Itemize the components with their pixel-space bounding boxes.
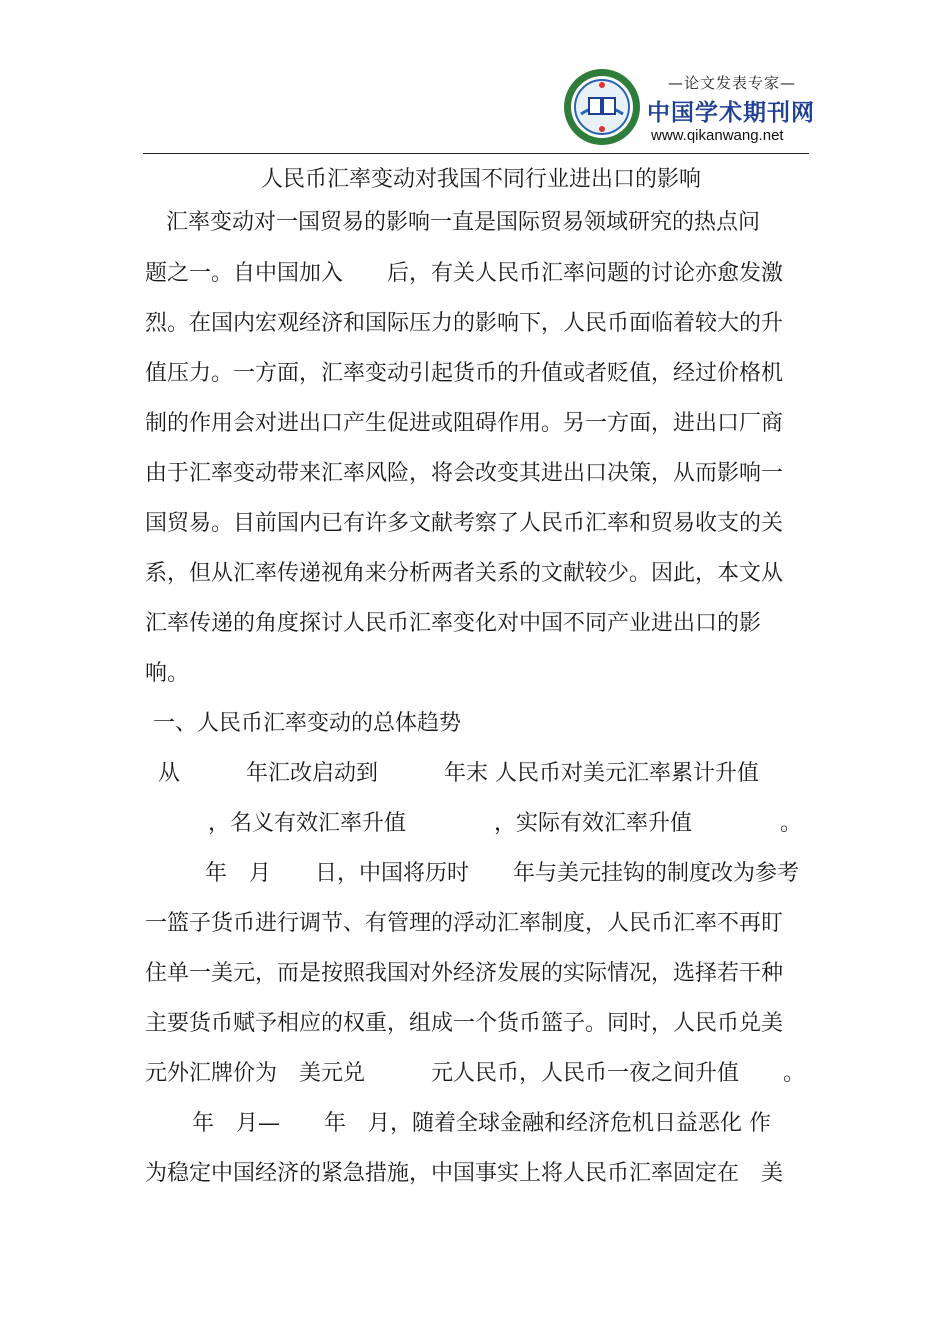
text-line: 系，但从汇率传递视角来分析两者关系的文献较少。因此，本文从 (145, 561, 784, 586)
text-line: 为稳定中国经济的紧急措施，中国事实上将人民币汇率固定在 美 (145, 1161, 784, 1186)
logo-brand: 中国学术期刊网 (647, 100, 815, 126)
text-line: 题之一。自中国加入 后，有关人民币汇率问题的讨论亦愈发激 (145, 261, 784, 286)
text-line: 制的作用会对进出口产生促进或阻碍作用。另一方面，进出口厂商 (145, 411, 784, 436)
text-line: 由于汇率变动带来汇率风险，将会改变其进出口决策，从而影响一 (145, 461, 784, 486)
text-line: 响。 (145, 661, 190, 686)
text-line: 年 月 日，中国将历时 年与美元挂钩的制度改为参考 (205, 861, 800, 886)
seal-icon (563, 68, 641, 146)
text-line: ，名义有效汇率升值 ，实际有效汇率升值 。 (208, 811, 803, 836)
text-line: 主要货币赋予相应的权重，组成一个货币篮子。同时，人民币兑美 (145, 1011, 784, 1036)
text-line: 从 年汇改启动到 年末 人民币对美元汇率累计升值 (158, 761, 759, 786)
text-line: 年 月— 年 月，随着全球金融和经济危机日益恶化 作 (192, 1111, 771, 1136)
text-line: 烈。在国内宏观经济和国际压力的影响下，人民币面临着较大的升 (145, 311, 784, 336)
text-line: 汇率传递的角度探讨人民币汇率变化对中国不同产业进出口的影 (145, 611, 762, 636)
text-line: 一篮子货币进行调节、有管理的浮动汇率制度，人民币汇率不再盯 (145, 911, 784, 936)
text-line: 值压力。一方面，汇率变动引起货币的升值或者贬值，经过价格机 (145, 361, 784, 386)
site-logo[interactable] (563, 68, 813, 146)
header-rule (143, 153, 809, 154)
logo-slogan: —论文发表专家— (667, 74, 796, 92)
text-line: 元外汇牌价为 美元兑 元人民币，人民币一夜之间升值 。 (145, 1061, 806, 1086)
section-heading: 一、人民币汇率变动的总体趋势 (153, 711, 462, 736)
logo-url[interactable]: www.qikanwang.net (651, 127, 784, 144)
text-line: 住单一美元，而是按照我国对外经济发展的实际情况，选择若干种 (145, 961, 784, 986)
text-line: 汇率变动对一国贸易的影响一直是国际贸易领域研究的热点问 (166, 210, 761, 235)
text-line: 国贸易。目前国内已有许多文献考察了人民币汇率和贸易收支的关 (145, 511, 784, 536)
article-title: 人民币汇率变动对我国不同行业进出口的影响 (261, 167, 702, 192)
